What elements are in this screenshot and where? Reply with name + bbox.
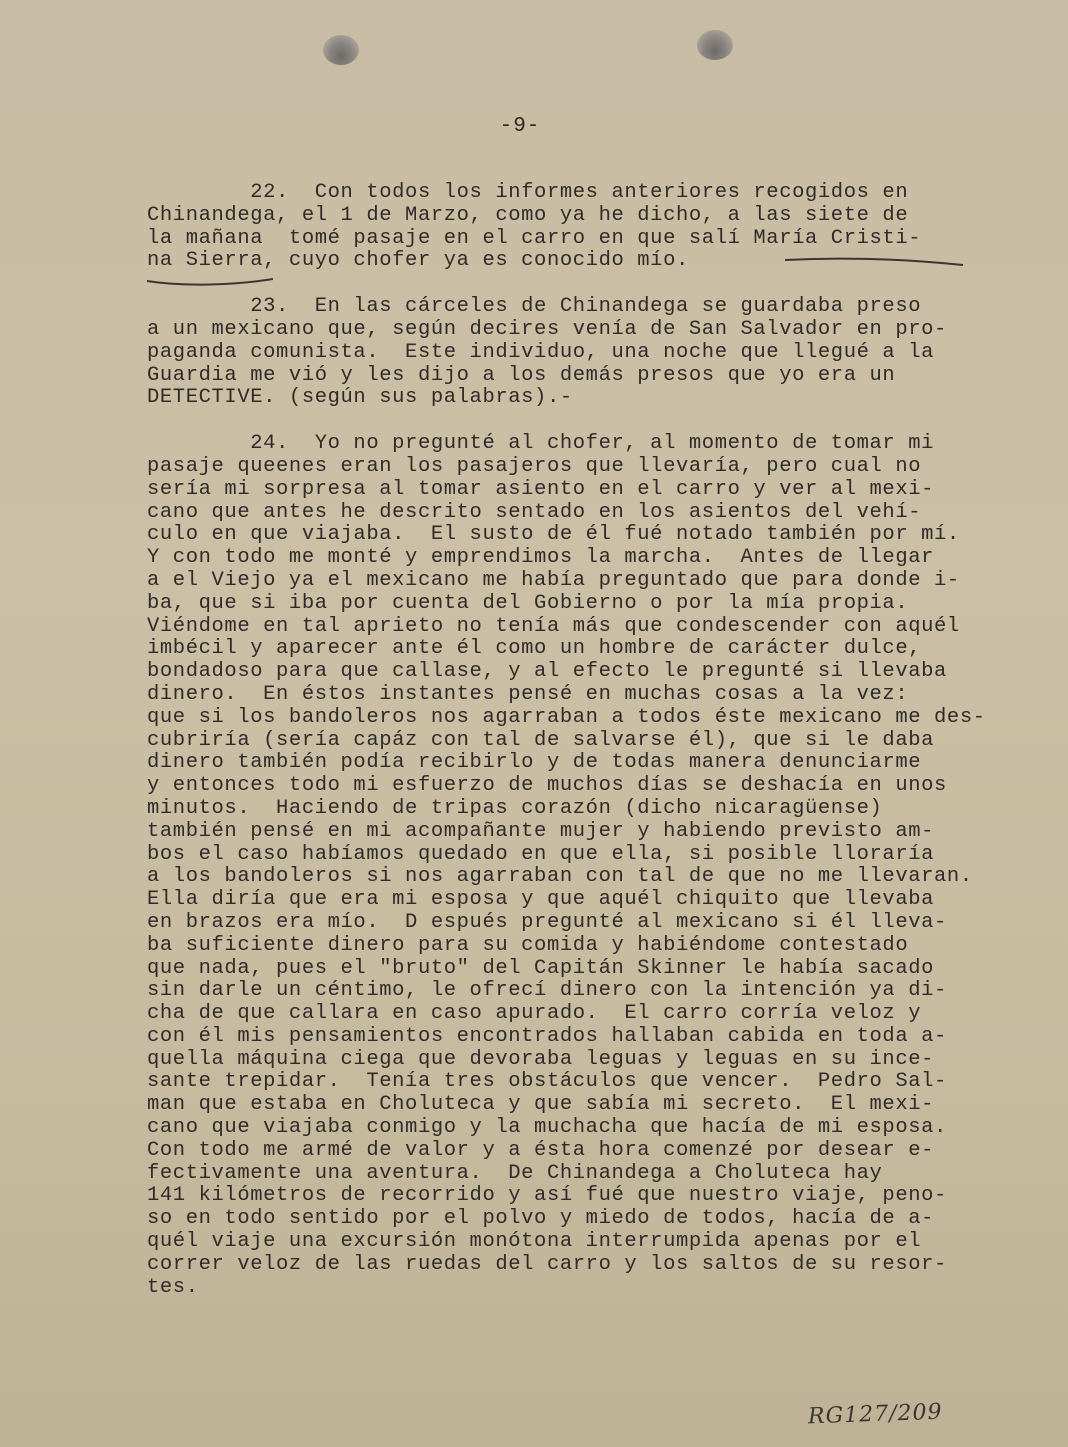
text-line: con él mis pensamientos encontrados hallaban cabida en toda a- [147, 1024, 947, 1048]
text-line: Y con todo me monté y emprendimos la marcha. Antes de llegar [147, 546, 935, 570]
paragraph-22 [147, 182, 1027, 273]
text-line: que si los bandoleros nos agarraban a todos éste mexicano me des- [147, 705, 986, 729]
text-line: cano que viajaba conmigo y la muchacha que hacía de mi esposa. [147, 1116, 947, 1140]
text-line: Guardia me vió y les dijo a los demás presos que yo era un [147, 363, 896, 387]
text-line: sante trepidar. Tenía tres obstáculos que vencer. Pedro Sal- [147, 1070, 947, 1094]
text-line: dinero. En éstos instantes pensé en muchas cosas a la vez: [147, 682, 909, 706]
text-line: imbécil y aparecer ante él como un hombre de carácter dulce, [147, 637, 922, 661]
typed-body [147, 182, 1027, 1322]
text-line: bondadoso para que callase, y al efecto le pregunté si llevaba [147, 660, 947, 684]
text-line: Con todo me armé de valor y a ésta hora comenzé por desear e- [147, 1138, 935, 1162]
text-line: pasaje queenes eran los pasajeros que llevaría, pero cual no [147, 454, 922, 478]
paragraph-23 [147, 296, 1027, 410]
text-line: que nada, pues el "bruto" del Capitán Skinner le había sacado [147, 956, 935, 980]
text-line: paganda comunista. Este individuo, una noche que llegué a la [147, 340, 935, 364]
text-line: ba suficiente dinero para su comida y habiéndome contestado [147, 933, 909, 957]
text-line: man que estaba en Choluteca y que sabía mi secreto. El mexi- [147, 1093, 935, 1117]
text-line: a los bandoleros si nos agarraban con tal de que no me llevaran. [147, 865, 973, 889]
text-line: tes. [147, 1275, 199, 1299]
text-line: quella máquina ciega que devoraba leguas y leguas en su ince- [147, 1047, 935, 1071]
text-line: 141 kilómetros de recorrido y así fué que nuestro viaje, peno- [147, 1184, 947, 1208]
text-line: cano que antes he descrito sentado en los asientos del vehí- [147, 500, 922, 524]
text-line: 23. En las cárceles de Chinandega se guardaba preso [147, 295, 922, 319]
text-line: correr veloz de las ruedas del carro y los saltos de su resor- [147, 1252, 947, 1276]
text-line: DETECTIVE. (según sus palabras).- [147, 386, 573, 410]
text-line: a el Viejo ya el mexicano me había preguntado que para donde i- [147, 568, 960, 592]
page-number: -9- [499, 115, 541, 138]
text-line: también pensé en mi acompañante mujer y habiendo previsto am- [147, 819, 935, 843]
text-line: bos el caso habíamos quedado en que ella, si posible lloraría [147, 842, 935, 866]
text-line: na Sierra, cuyo chofer ya es conocido mío. [147, 249, 689, 273]
text-line: Ella diría que era mi esposa y que aquél chiquito que llevaba [147, 888, 935, 912]
text-line: Chinandega, el 1 de Marzo, como ya he dicho, a las siete de [147, 203, 909, 227]
text-line: fectivamente una aventura. De Chinandega a Choluteca hay [147, 1161, 883, 1185]
text-line: 24. Yo no pregunté al chofer, al momento de tomar mi [147, 432, 935, 456]
text-line: a un mexicano que, según decires venía de San Salvador en pro- [147, 317, 947, 341]
text-line: sin darle un céntimo, le ofrecí dinero con la intención ya di- [147, 979, 947, 1003]
text-line: en brazos era mío. D espués pregunté al mexicano si él lleva- [147, 910, 947, 934]
text-line: minutos. Haciendo de tripas corazón (dicho nicaragüense) [147, 796, 883, 820]
text-line: dinero también podía recibirlo y de todas manera denunciarme [147, 751, 922, 775]
text-line: Viéndome en tal aprieto no tenía más que condescender con aquél [147, 614, 960, 638]
text-line: cubriría (sería capáz con tal de salvarse él), que si le daba [147, 728, 935, 752]
paragraph-24 [147, 433, 1027, 1299]
punch-hole-left [323, 35, 359, 65]
text-line: cha de que callara en caso apurado. El carro corría veloz y [147, 1002, 922, 1026]
text-line: sería mi sorpresa al tomar asiento en el carro y ver al mexi- [147, 477, 935, 501]
text-line: so en todo sentido por el polvo y miedo de todos, hacía de a- [147, 1207, 935, 1231]
text-line: culo en que viajaba. El susto de él fué notado también por mí. [147, 523, 960, 547]
punch-hole-right [697, 30, 733, 60]
text-line: quél viaje una excursión monótona interrumpida apenas por el [147, 1230, 922, 1254]
text-line: 22. Con todos los informes anteriores recogidos en [147, 181, 909, 204]
text-line: la mañana tomé pasaje en el carro en que salí María Cristi- [147, 226, 922, 250]
archive-reference: RG127/209 [807, 1399, 943, 1430]
text-line: y entonces todo mi esfuerzo de muchos días se deshacía en unos [147, 774, 947, 798]
text-line: ba, que si iba por cuenta del Gobierno o por la mía propia. [147, 591, 909, 615]
